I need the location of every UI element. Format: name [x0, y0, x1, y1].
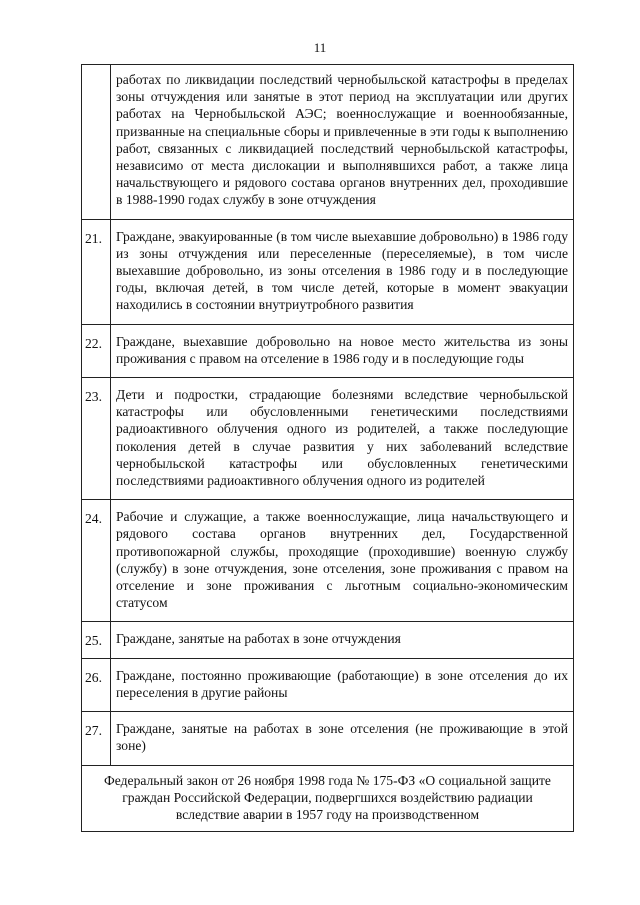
benefits-table [81, 64, 574, 832]
table-footer-row [82, 765, 574, 832]
page-number: 11 [313, 40, 327, 55]
table-row [82, 378, 574, 500]
row-number: 23. [82, 378, 111, 500]
table-row [82, 622, 574, 658]
row-text: работах по ликвидации последствий чернобыльской катастрофы в пределах зоны отчуждения или занятые в этот период на эксплуатации или других работах на Чернобыльской АЭС; военнослужащие и военнообязанные, призванные на специальные сборы и привлеченные в эти годы к выполнению работ, связанных с ликвидацией последствий чернобыльской катастрофы, независимо от места дислокации и выполнявшихся работ, а также лица начальствующего и рядового состава органов внутренних дел, проходившие в 1988-1990 годах службу в зоне отчуждения [111, 65, 574, 220]
row-text: Граждане, занятые на работах в зоне отселения (не проживающие в этой зоне) [111, 712, 574, 765]
table-row [82, 324, 574, 377]
table-row [82, 658, 574, 711]
table-row [82, 712, 574, 765]
table-row [82, 500, 574, 622]
row-text: Граждане, эвакуированные (в том числе выехавшие добровольно) в 1986 году из зоны отчуждения или переселенные (переселяемые), в том числе выехавшие добровольно, из зоны отселения в 1986 году и в последующие годы, включая детей, в том числе детей, которые в момент эвакуации находились в состоянии внутриутробного развития [111, 219, 574, 324]
row-text: Рабочие и служащие, а также военнослужащие, лица начальствующего и рядового состава органов внутренних дел, Государственной противопожарной службы, проходящие (проходившие) военную службу (службу) в зоне отчуждения, зоне отселения, зоне проживания с правом на отселение и зоне проживания с льготным социально-экономическим статусом [111, 500, 574, 622]
section-heading: Федеральный закон от 26 ноября 1998 года № 175-ФЗ «О социальной защите граждан Российской Федерации, подвергшихся воздействию радиации вследствие аварии в 1957 году на производственном [82, 765, 574, 832]
row-number: 27. [82, 712, 111, 765]
row-number: 22. [82, 324, 111, 377]
row-number: 21. [82, 219, 111, 324]
row-text: Граждане, занятые на работах в зоне отчуждения [111, 622, 574, 658]
table-row [82, 219, 574, 324]
row-text: Граждане, постоянно проживающие (работающие) в зоне отселения до их переселения в другие районы [111, 658, 574, 711]
row-number [82, 65, 111, 220]
row-text: Дети и подростки, страдающие болезнями вследствие чернобыльской катастрофы или обусловленными генетическими последствиями радиоактивного облучения одного из родителей, а также последующие поколения детей в случае развития у них заболеваний вследствие чернобыльской катастрофы или обусловленных генетическими последствиями радиоактивного облучения одного из родителей [111, 378, 574, 500]
row-text: Граждане, выехавшие добровольно на новое место жительства из зоны проживания с правом на отселение в 1986 году и в последующие годы [111, 324, 574, 377]
row-number: 26. [82, 658, 111, 711]
table-row [82, 65, 574, 220]
row-number: 25. [82, 622, 111, 658]
row-number: 24. [82, 500, 111, 622]
